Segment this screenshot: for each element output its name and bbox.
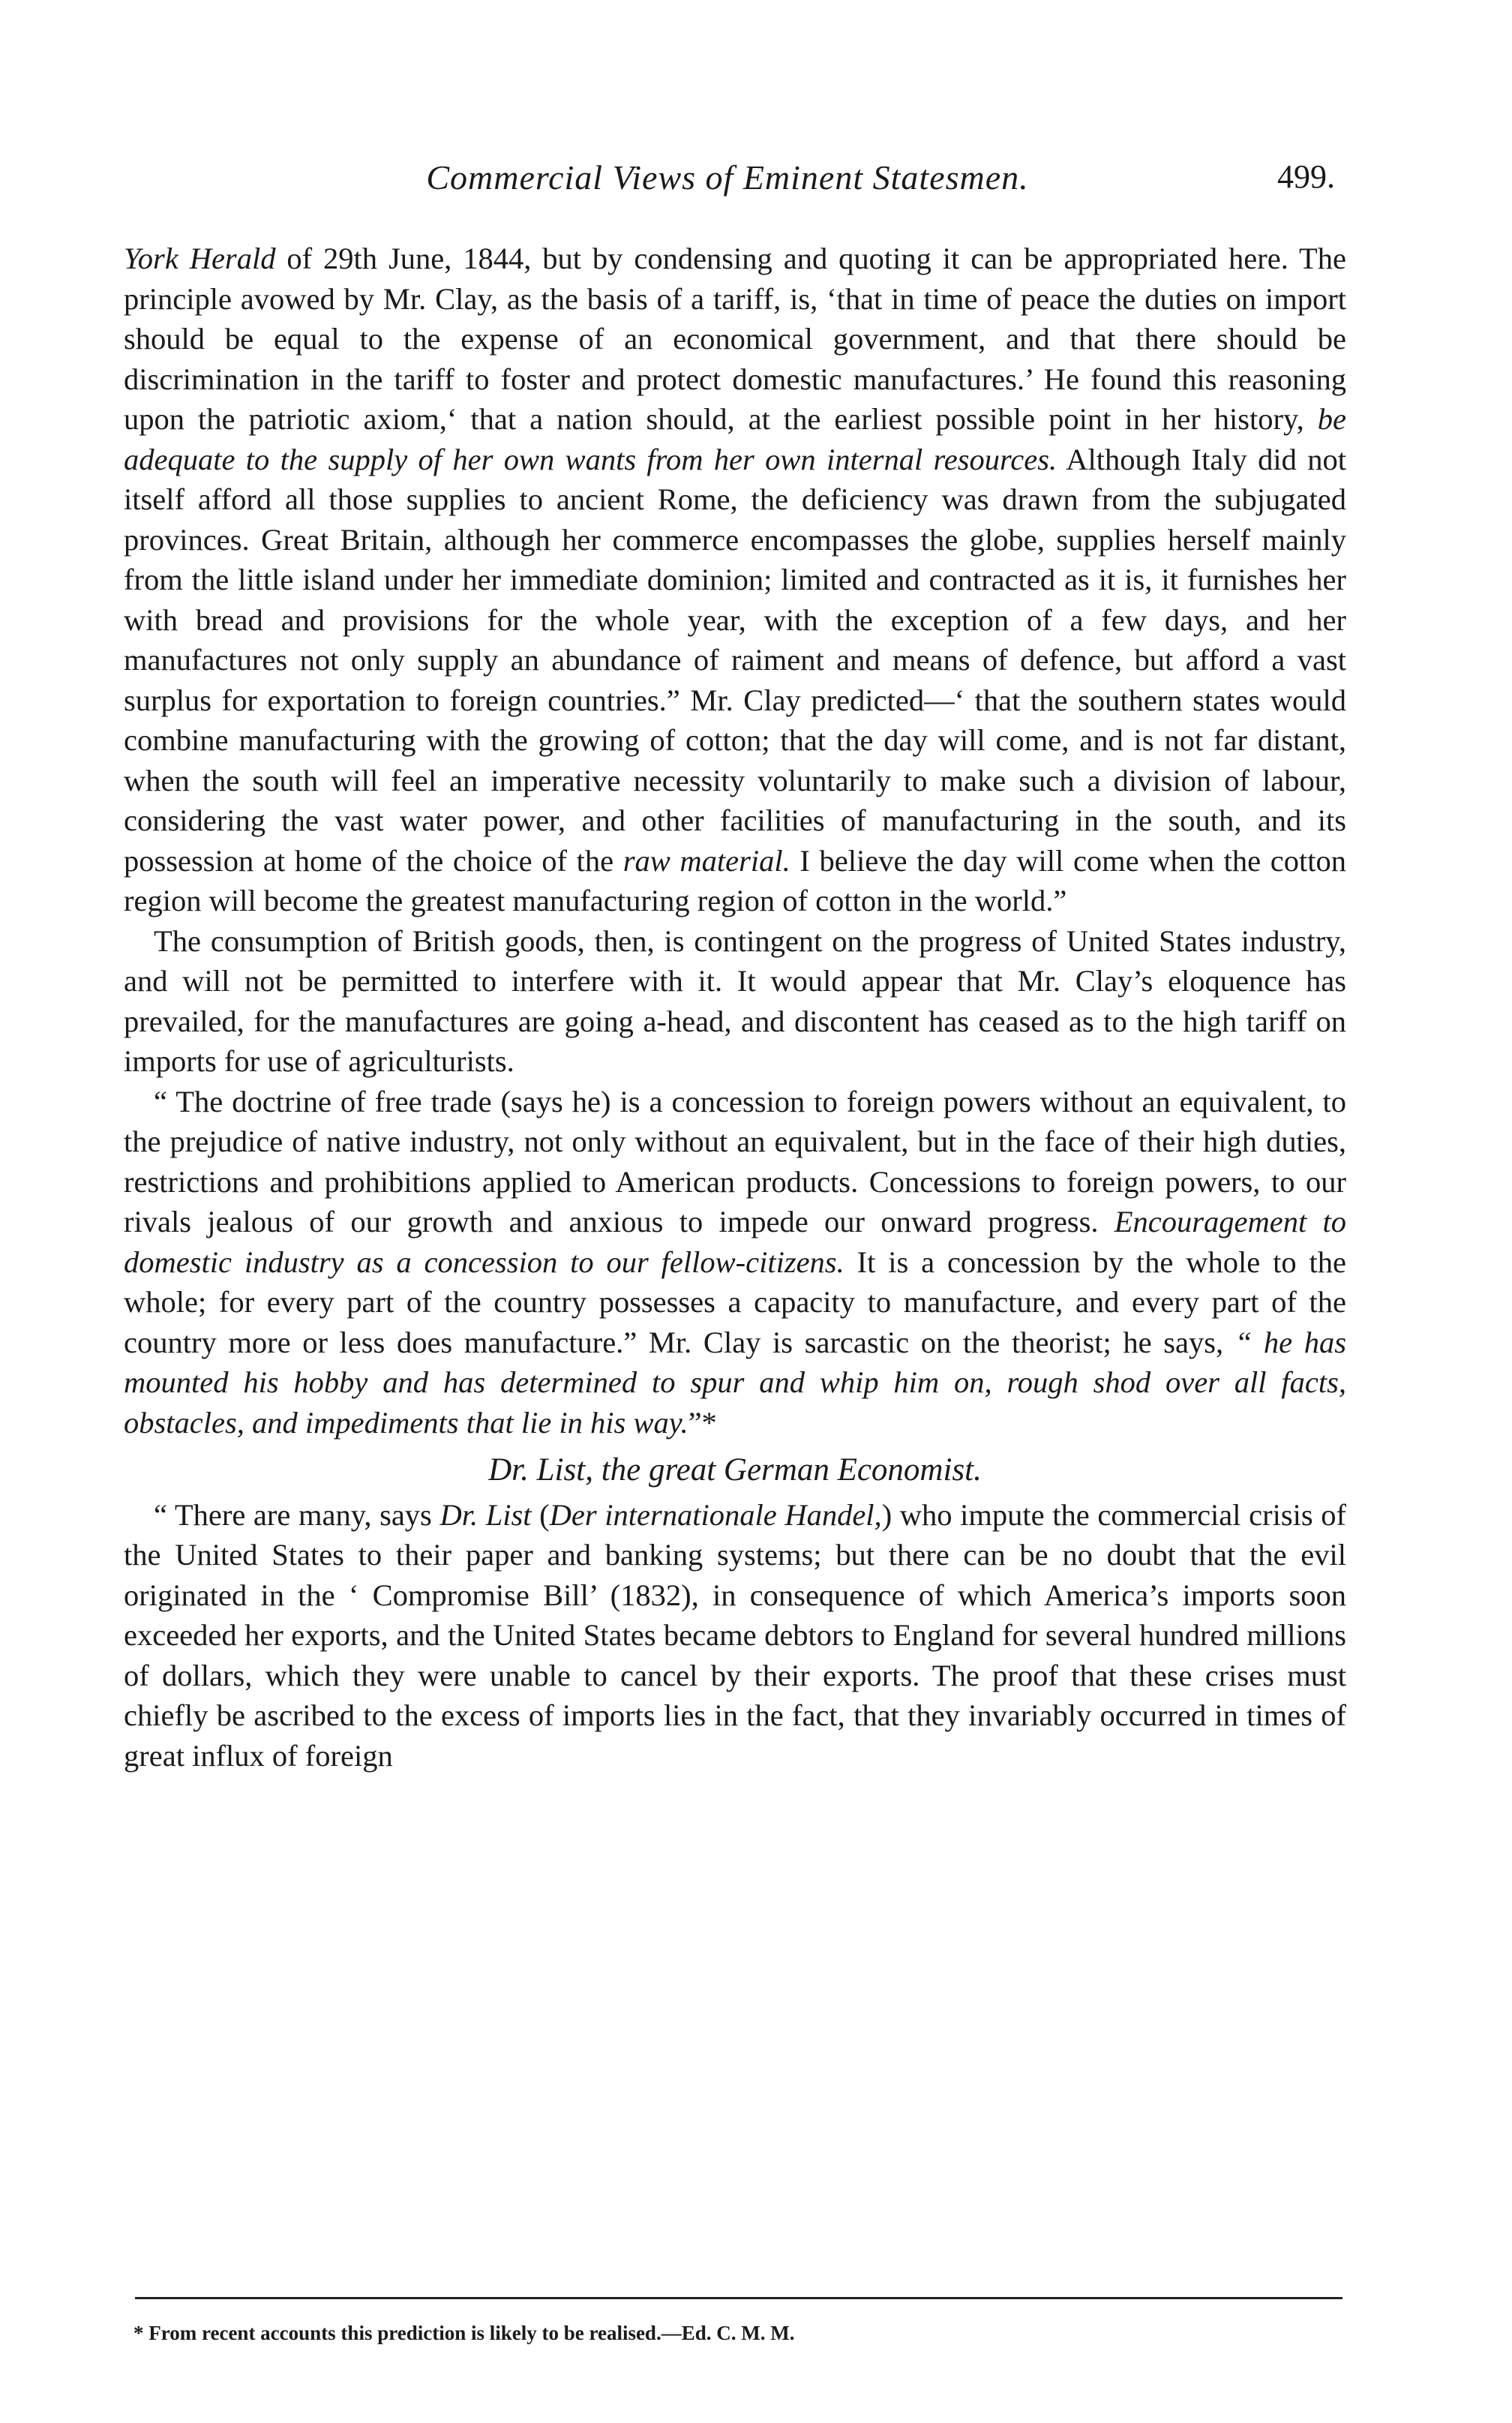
- newspaper-title: York Herald: [124, 242, 276, 275]
- paragraph-1: [124, 239, 1346, 921]
- p3-footnote-marker: ”*: [688, 1405, 717, 1440]
- p1-text-a: of 29th June, 1844, but by condensing and quoting it can be appropriated here. The principle avowed by Mr. Clay, as the basis of a tariff, is, ‘that in time of peace the duties on import should be equal to the expense of an economical government, and that there should be discrimination in the tariff to foster and protect domestic manufactures.’ He found this reasoning upon the patriotic axiom,‘ that a nation should, at the earliest possible point in her history,: [124, 242, 1347, 436]
- p1-text-b: Although Italy did not itself afford all those supplies to ancient Rome, the deficiency was drawn from the subjugated provinces. Great Britain, although her commerce encompasses the globe, supplies herself mainly from the little island under her immediate dominion; limited and contracted as it is, it furnishes her with bread and provisions for the whole year, with the exception of a few days, and her manufactures not only supply an abundance of raiment and means of defence, but afford a vast surplus for exportation to foreign countries.” Mr. Clay predicted—‘ that the southern states would combine manufacturing with the growing of cotton; that the day will come, and is not far distant, when the south will feel an imperative necessity voluntarily to make such a division of labour, considering the vast water power, and other facilities of manufacturing in the south, and its possession at home of the choice of the: [124, 442, 1346, 878]
- body-text: [124, 239, 1346, 1776]
- footnote: * From recent accounts this prediction is likely to be realised.—Ed. C. M. M.: [134, 2322, 795, 2344]
- p3-italic-encouragement: Encouragement to domestic industry as a concession to our fellow-citizens.: [124, 1205, 1346, 1279]
- p4-text-b: (: [531, 1497, 550, 1532]
- running-head: [120, 158, 1335, 210]
- running-title: Commercial Views of Eminent Statesmen.: [426, 158, 1029, 197]
- p4-text-c: ) who impute the commercial crisis of the United States to their paper and banking systems; but there can be no doubt that the evil originated in the ‘ Compromise Bill’ (1832), in consequence of which America’s imports soon exceeded her exports, and the United States became debtors to England for several hundred millions of dollars, which they were unable to cancel by their exports. The proof that these crises must chiefly be ascribed to the excess of imports lies in the fact, that they invariably occurred in times of great influx of foreign: [124, 1497, 1346, 1773]
- p4-italic-book-title: Der internationale Handel,: [549, 1497, 882, 1532]
- p1-italic-quote: be adequate to the supply of her own wants from her own internal resources.: [124, 402, 1346, 476]
- p3-italic-hobby-quote: “ he has mounted his hobby and has determined to spur and whip him on, rough shod over all facts, obstacles, and impediments that lie in his way.: [124, 1325, 1346, 1440]
- paragraph-4: [124, 1495, 1346, 1776]
- page-number: 499.: [1277, 158, 1335, 195]
- footnote-divider: [135, 2297, 1342, 2299]
- p3-text-a: “ The doctrine of free trade (says he) is a concession to foreign powers without an equivalent, to the prejudice of native industry, not only without an equivalent, but in the face of their high duties, restrictions and prohibitions applied to American products. Concessions to foreign powers, to our rivals jealous of our growth and anxious to impede our onward progress.: [124, 1084, 1346, 1239]
- p4-italic-author: Dr. List: [440, 1497, 532, 1532]
- p1-text-c: I believe the day will come when the cotton region will become the greatest manufacturing region of cotton in the world.”: [124, 843, 1346, 917]
- paragraph-3: [124, 1082, 1346, 1443]
- paragraph-2: The consumption of British goods, then, is contingent on the progress of United States industry, and will not be permitted to interfere with it. It would appear that Mr. Clay’s eloquence has prevailed, for the manufactures are going a-head, and discontent has ceased as to the high tariff on imports for use of agriculturists.: [124, 923, 1346, 1078]
- p4-text-a: “ There are many, says: [154, 1497, 440, 1532]
- p1-italic-raw-material: raw material.: [622, 843, 790, 878]
- section-heading: Dr. List, the great German Economist.: [488, 1452, 982, 1488]
- p3-text-b: It is a concession by the whole to the whole; for every part of the country possesses a capacity to manufacture, and every part of the country more or less does manufacture.” Mr. Clay is sarcastic on the theorist; he says,: [124, 1245, 1346, 1359]
